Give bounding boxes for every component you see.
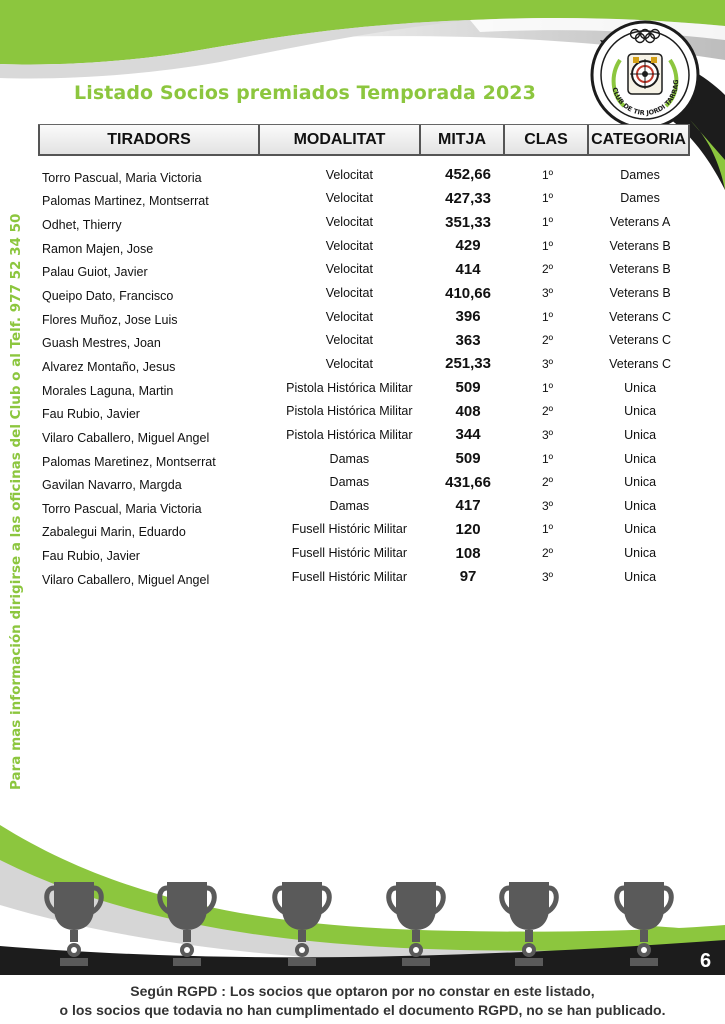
average-score: 414 [455, 260, 481, 278]
col-header-clas: CLAS [503, 125, 587, 154]
class-position: 1º [541, 380, 553, 395]
modality: Fusell Históric Militar [291, 522, 407, 537]
side-contact-note: Para mas información dirigirse a las oficinas del Club o al Telf. 977 52 34 50 [8, 213, 24, 790]
table-row [38, 376, 690, 400]
table-row [38, 281, 690, 305]
shooter-name: Palomas Martinez, Montserrat [42, 194, 209, 209]
table-row [38, 399, 690, 423]
shooter-name: Odhet, Thierry [42, 218, 122, 233]
class-position: 1º [541, 167, 553, 182]
average-score: 410,66 [445, 284, 491, 302]
category: Unica [624, 404, 657, 419]
modality: Pistola Histórica Militar [286, 404, 413, 419]
table-header [38, 124, 690, 156]
modality: Damas [329, 451, 370, 466]
table-row [38, 210, 690, 234]
modality: Velocitat [325, 191, 373, 206]
modality: Velocitat [325, 309, 373, 324]
table-row [38, 187, 690, 211]
average-score: 344 [455, 426, 481, 444]
table-row [38, 541, 690, 565]
shooter-name: Queipo Dato, Francisco [42, 289, 174, 304]
average-score: 452,66 [445, 166, 491, 184]
average-score: 396 [455, 308, 481, 326]
category: Veterans C [609, 333, 671, 348]
shooter-name: Zabalegui Marin, Eduardo [42, 525, 186, 540]
average-score: 509 [455, 379, 481, 397]
class-position: 1º [541, 191, 553, 206]
category: Veterans C [609, 356, 671, 371]
page-title: Listado Socios premiados Temporada 2023 [74, 82, 536, 104]
table-row [38, 234, 690, 258]
shooter-name: Fau Rubio, Javier [42, 549, 140, 564]
table-row [38, 494, 690, 518]
category: Veterans A [609, 215, 671, 230]
class-position: 2º [541, 546, 553, 561]
modality: Velocitat [325, 286, 373, 301]
modality: Velocitat [325, 356, 373, 371]
footer-line-2: o los socios que todavia no han cumplimentado el documento RGPD, no se han publicado. [59, 1002, 666, 1018]
footer-line-1: Según RGPD : Los socios que optaron por no constar en este listado, [130, 983, 595, 999]
category: Veterans B [609, 238, 671, 253]
col-header-mitja: MITJA [419, 125, 503, 154]
category: Unica [624, 475, 657, 490]
average-score: 417 [455, 497, 481, 515]
page-number: 6 [700, 950, 712, 972]
class-position: 3º [541, 356, 553, 371]
category: Unica [624, 522, 657, 537]
trophy-icon [155, 874, 219, 966]
modality: Velocitat [325, 215, 373, 230]
modality: Fusell Históric Militar [291, 569, 407, 584]
category: Unica [624, 498, 657, 513]
shooter-name: Flores Muñoz, Jose Luis [42, 312, 178, 327]
average-score: 427,33 [445, 189, 491, 207]
average-score: 351,33 [445, 213, 491, 231]
shooter-name: Ramon Majen, Jose [42, 241, 154, 256]
category: Unica [624, 427, 657, 442]
average-score: 120 [455, 520, 481, 538]
class-position: 3º [541, 498, 553, 513]
class-position: 1º [541, 451, 553, 466]
average-score: 429 [455, 237, 481, 255]
class-position: 3º [541, 286, 553, 301]
modality: Fusell Históric Militar [291, 546, 407, 561]
category: Unica [624, 546, 657, 561]
shooter-name: Torro Pascual, Maria Victoria [42, 170, 202, 185]
table-row [38, 470, 690, 494]
table-row [38, 305, 690, 329]
average-score: 509 [455, 450, 481, 467]
shooter-name: Palau Guiot, Javier [42, 265, 148, 280]
shooter-name: Torro Pascual, Maria Victoria [42, 501, 202, 516]
modality: Damas [329, 475, 370, 490]
col-header-categoria: CATEGORIA [587, 125, 690, 154]
class-position: 2º [541, 262, 553, 277]
table-row [38, 163, 690, 187]
class-position: 2º [541, 333, 553, 348]
col-header-modalitat: MODALITAT [258, 125, 419, 154]
modality: Damas [329, 498, 370, 513]
shooter-name: Palomas Maretinez, Montserrat [42, 454, 216, 469]
footer-note [0, 982, 725, 1020]
trophy-icon [612, 874, 676, 966]
results-table-body [38, 163, 690, 589]
table-row [38, 518, 690, 542]
category: Veterans C [609, 309, 671, 324]
modality: Velocitat [325, 238, 373, 253]
shooter-name: Fau Rubio, Javier [42, 407, 140, 422]
table-row [38, 258, 690, 282]
category: Dames [620, 167, 660, 182]
table-row [38, 423, 690, 447]
class-position: 1º [541, 238, 553, 253]
trophy-row [0, 870, 725, 970]
trophy-icon [384, 874, 448, 966]
table-row [38, 352, 690, 376]
col-header-tiradors: TIRADORS [38, 125, 258, 154]
trophy-icon [270, 874, 334, 966]
class-position: 1º [541, 215, 553, 230]
category: Unica [624, 451, 657, 466]
shooter-name: Guash Mestres, Joan [42, 336, 161, 351]
club-logo [590, 20, 700, 130]
table-row [38, 328, 690, 352]
average-score: 251,33 [445, 355, 491, 373]
logo-text: CLUB DE TIR JORDI TARRAG [610, 79, 681, 118]
class-position: 3º [541, 427, 553, 442]
class-position: 1º [541, 309, 553, 324]
trophy-icon [497, 874, 561, 966]
trophy-icon [42, 874, 106, 966]
table-row [38, 447, 690, 471]
average-score: 408 [455, 402, 481, 420]
modality: Velocitat [325, 262, 373, 277]
modality: Velocitat [325, 333, 373, 348]
category: Dames [620, 191, 660, 206]
class-position: 3º [541, 569, 553, 584]
category: Unica [624, 380, 657, 395]
shooter-name: Vilaro Caballero, Miguel Angel [42, 430, 210, 445]
class-position: 2º [541, 404, 553, 419]
class-position: 1º [541, 522, 553, 537]
category: Veterans B [609, 262, 671, 277]
average-score: 431,66 [445, 473, 491, 491]
shooter-name: Gavilan Navarro, Margda [42, 478, 182, 493]
class-position: 2º [541, 475, 553, 490]
table-row [38, 565, 690, 589]
average-score: 108 [455, 544, 481, 562]
modality: Velocitat [325, 167, 373, 182]
modality: Pistola Histórica Militar [286, 380, 413, 395]
modality: Pistola Histórica Militar [286, 427, 413, 442]
shooter-name: Vilaro Caballero, Miguel Angel [42, 572, 210, 587]
average-score: 363 [455, 331, 481, 349]
shooter-name: Alvarez Montaño, Jesus [42, 359, 176, 374]
average-score: 97 [459, 568, 477, 586]
shooter-name: Morales Laguna, Martin [42, 383, 174, 398]
category: Unica [624, 569, 657, 584]
category: Veterans B [609, 286, 671, 301]
